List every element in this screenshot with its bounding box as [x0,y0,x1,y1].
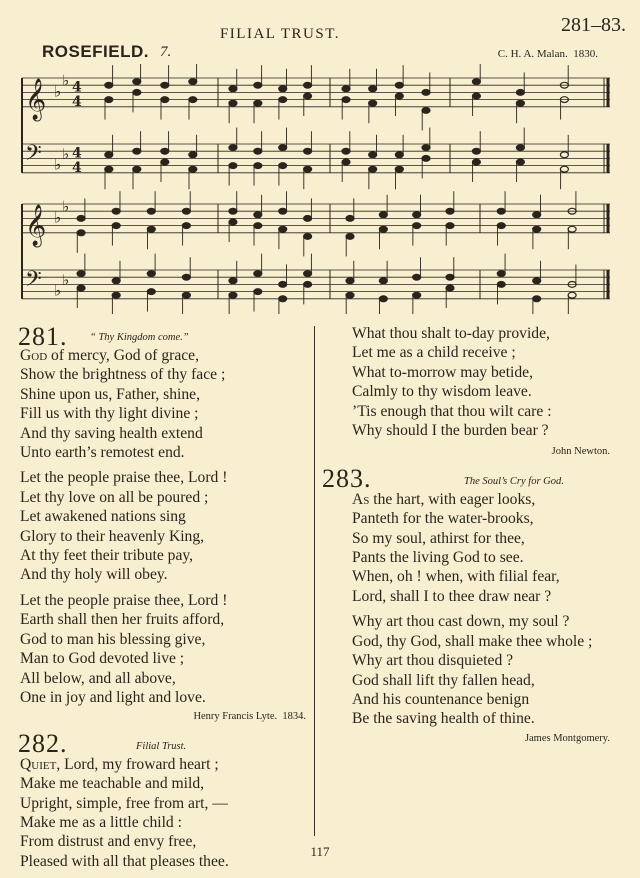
flat-sign: ♭ [54,281,62,300]
verse-line: Why art thou cast down, my soul ? [352,613,570,631]
note-head [413,223,421,229]
note-head [346,278,354,284]
note-head [279,97,287,103]
verse-line: What to-morrow may betide, [352,363,534,381]
verse-line: Make me as a little child : [20,813,182,831]
note-head [133,148,141,154]
hymn-subtitle: The Soul’s Cry for God. [464,475,564,487]
right-column [322,324,622,748]
note-head [229,292,237,298]
note-head [304,148,312,154]
note-head [182,208,190,214]
note-head [147,289,155,295]
note-head [497,271,505,277]
note-head [279,296,287,302]
music-score [0,64,640,314]
verse-line: Show the brightness of thy face ; [20,366,226,384]
note-head [105,166,113,172]
note-head [304,93,312,99]
verse-line: ’Tis enough that thou wilt care : [352,402,552,420]
note-head [568,292,576,298]
note-head [254,82,262,88]
verse-line: What thou shalt to-day provide, [352,325,550,342]
verse-line: Pleased with all that pleases thee. [20,852,229,870]
note-head [304,271,312,277]
verse-line: Calmly to thy wisdom leave. [352,383,532,401]
note-head [189,152,197,158]
stanza [352,324,622,440]
note-head [112,208,120,214]
verse-line: Man to God devoted live ; [20,650,185,668]
composer-year: 1830. [573,48,598,60]
note-head [516,159,524,165]
note-head [379,226,387,232]
note-head [304,282,312,288]
verse-line: Let awakened nations sing [20,508,186,526]
flat-sign: ♭ [54,208,62,227]
author-year: 1834. [282,711,306,723]
note-head [446,285,454,291]
note-head [446,223,454,229]
note-head [229,86,237,92]
verse-line: At thy feet their tribute pay, [20,547,194,565]
note-head [77,285,85,291]
verse-line: When, oh ! when, with filial fear, [352,568,560,586]
note-head [279,226,287,232]
note-head [279,208,287,214]
note-head [560,166,568,172]
note-head [279,86,287,92]
left-column [18,324,308,871]
time-signature-top: 4 [72,145,82,162]
note-head [379,212,387,218]
note-head [77,216,85,222]
note-head [472,79,480,85]
hymn-subtitle: “ Thy Kingdom come.” [90,332,189,343]
note-head [395,93,403,99]
verse-line: Let the people praise thee, Lord ! [20,591,228,609]
note-head [182,292,190,298]
stanza [20,468,308,584]
flat-sign: ♭ [54,155,62,174]
note-head [533,212,541,218]
note-head [254,100,262,106]
note-head [472,93,480,99]
note-head [254,289,262,295]
note-head [112,278,120,284]
page-number: 117 [310,844,330,859]
verse-line: So my soul, athirst for thee, [352,529,525,547]
note-head [533,226,541,232]
stanza [352,612,622,728]
time-signature-bottom: 4 [72,159,82,176]
note-head [189,79,197,85]
verse-line: Glory to their heavenly King, [20,527,205,545]
verse-line: Why should I the burden bear ? [352,422,549,440]
verse-line: God of mercy, God of grace, [20,347,199,364]
note-head [560,152,568,158]
note-head [369,86,377,92]
note-head [133,90,141,96]
note-head [533,278,541,284]
verse-line: Make me teachable and mild, [20,775,205,793]
hymn-281 [18,324,308,727]
note-head [446,208,454,214]
note-head [147,226,155,232]
note-head [379,278,387,284]
hymn-283 [322,463,622,748]
hymn-author: John Newton. [551,446,610,458]
note-head [379,296,387,302]
time-signature-top: 4 [72,79,82,96]
note-head [112,292,120,298]
note-head [133,166,141,172]
note-head [147,208,155,214]
flat-sign: ♭ [62,144,70,163]
note-head [304,234,312,240]
note-head [304,216,312,222]
note-head [516,90,524,96]
note-head [182,223,190,229]
hymn-author: James Montgomery. [524,732,610,744]
note-head [77,230,85,236]
note-head [342,148,350,154]
verse-line: As the hart, with eager looks, [352,490,536,508]
note-head [395,82,403,88]
note-head [342,97,350,103]
flat-sign: ♭ [62,270,70,289]
stanza [352,490,622,606]
note-head [369,166,377,172]
verse-line: God to man his blessing give, [20,630,206,648]
verse-line: Panteth for the water-brooks, [352,510,534,528]
verse-line: God, thy God, shall make thee whole ; [352,632,593,650]
note-head [279,145,287,151]
note-head [229,145,237,151]
flat-sign: ♭ [62,197,70,216]
note-head [254,163,262,169]
verse-line: One in joy and light and love. [20,688,206,706]
verse-line: Earth shall then her fruits afford, [20,611,225,629]
note-head [133,79,141,85]
author-name: Henry Francis Lyte. [193,711,278,723]
note-head [346,292,354,298]
treble-clef: 𝄞 [25,204,47,246]
note-head [161,97,169,103]
verse-line: Lord, shall I to thee draw near ? [352,587,552,605]
note-head [472,148,480,154]
hymn-text [322,490,622,729]
note-head [105,82,113,88]
flat-sign: ♭ [62,71,70,90]
stanza [20,591,308,707]
note-head [254,223,262,229]
verse-line: Pants the living God to see. [352,549,524,567]
note-head [279,282,287,288]
note-head [161,159,169,165]
note-head [112,223,120,229]
note-head [497,223,505,229]
verse-line: God shall lift thy fallen head, [352,671,535,689]
treble-clef: 𝄞 [25,78,47,120]
verse-line: Why art thou disquieted ? [352,652,514,670]
note-head [422,156,430,162]
note-head [472,159,480,165]
verse-line: And thy saving health extend [20,424,203,442]
verse-line: Upright, simple, free from art, — [20,794,228,812]
time-signature-bottom: 4 [72,93,82,110]
note-head [254,271,262,277]
note-head [413,274,421,280]
hymn-subtitle: Filial Trust. [136,740,187,752]
verse-line: Fill us with thy light divine ; [20,405,199,423]
note-head [189,97,197,103]
verse-line: Shine upon us, Father, shine, [20,385,200,403]
column-divider [314,326,315,836]
verse-line: Be the saving health of thine. [352,710,535,728]
note-head [346,216,354,222]
note-head [346,234,354,240]
hymn-282-continued [322,324,622,440]
note-head [161,148,169,154]
note-head [161,82,169,88]
note-head [446,274,454,280]
note-head [369,100,377,106]
note-head [342,159,350,165]
hymn-author [18,707,306,726]
verse-line: Let me as a child receive ; [352,344,516,362]
note-head [395,152,403,158]
note-head [105,152,113,158]
hymn-number: 282. [18,728,68,758]
note-head [189,166,197,172]
note-head [229,100,237,106]
hymn-text [18,346,308,707]
bass-clef: 𝄢 [25,141,42,171]
note-head [422,145,430,151]
verse-line: All below, and all above, [20,669,176,687]
note-head [413,212,421,218]
verse-line: And thy holy will obey. [20,566,168,584]
note-head [77,271,85,277]
note-head [533,296,541,302]
note-head [497,282,505,288]
note-head [254,148,262,154]
verse-line: Quiet, Lord, my froward heart ; [20,755,219,773]
note-head [105,97,113,103]
tune-meter: 7. [160,44,172,60]
verse-line: Unto earth’s remotest end. [20,444,185,462]
note-head [395,166,403,172]
composer-name: C. H. A. Malan. [497,48,568,60]
note-head [304,82,312,88]
note-head [369,152,377,158]
note-head [516,145,524,151]
note-head [413,292,421,298]
verse-line: And his countenance benign [352,690,530,708]
note-head [516,100,524,106]
note-head [254,212,262,218]
hymn-number: 283. [322,463,372,493]
note-head [229,219,237,225]
note-head [497,208,505,214]
note-head [422,90,430,96]
note-head [229,208,237,214]
note-head [229,163,237,169]
note-head [568,226,576,232]
note-head [342,86,350,92]
page-title: FILIAL TRUST. [219,26,341,42]
note-head [182,274,190,280]
tune-name: ROSEFIELD. [42,42,150,61]
hymn-number-range: 281–83. [561,14,626,36]
composer-credit [498,48,598,60]
note-head [147,271,155,277]
flat-sign: ♭ [54,82,62,101]
note-head [304,166,312,172]
bass-clef: 𝄢 [25,267,42,297]
stanza [20,346,308,462]
verse-line: From distrust and envy free, [20,833,197,851]
verse-line: Let thy love on all be poured ; [20,488,209,506]
note-head [422,108,430,114]
note-head [279,163,287,169]
hymn-number: 281. [18,322,68,351]
verse-line: Let the people praise thee, Lord ! [20,469,228,487]
note-head [229,278,237,284]
